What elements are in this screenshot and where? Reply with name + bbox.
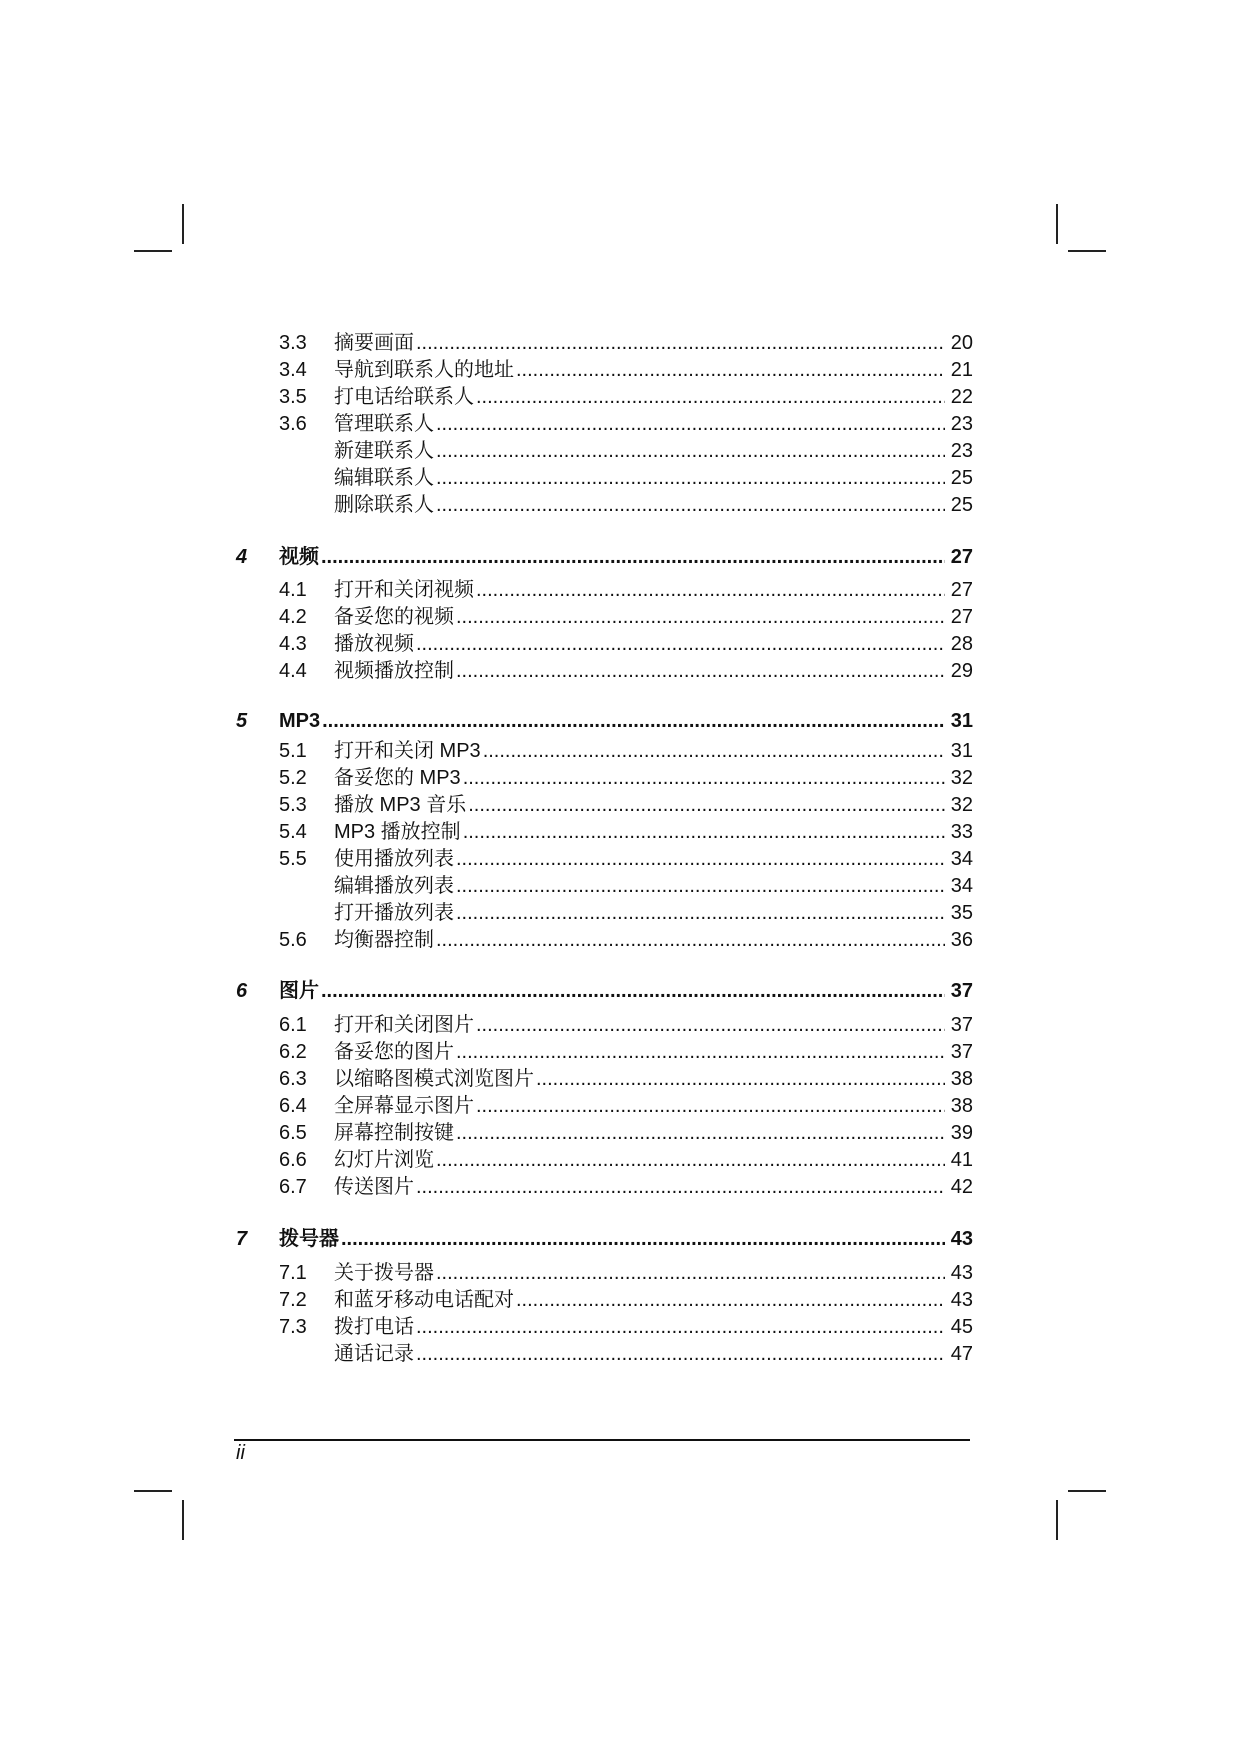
toc-page-number: 37 — [950, 1041, 973, 1063]
toc-title: 通话记录 — [334, 1343, 414, 1365]
toc-entry[interactable] — [0, 577, 1241, 604]
toc-page-number: 39 — [950, 1122, 973, 1144]
crop-mark — [134, 250, 172, 252]
dot-leader — [456, 604, 945, 631]
toc-number: 4.4 — [279, 660, 307, 682]
chapter-title: 拨号器 — [279, 1228, 339, 1250]
dot-leader — [476, 384, 945, 411]
toc-entry[interactable] — [0, 1174, 1241, 1201]
toc-title: 打开和关闭图片 — [334, 1014, 474, 1036]
dot-leader — [436, 492, 945, 519]
toc-entry[interactable] — [0, 357, 1241, 384]
toc-page-number: 41 — [950, 1149, 973, 1171]
toc-page-number: 23 — [950, 440, 973, 462]
toc-page-number: 47 — [950, 1343, 973, 1365]
toc-page-number: 22 — [950, 386, 973, 408]
toc-entry[interactable] — [0, 1093, 1241, 1120]
dot-leader — [456, 1120, 945, 1147]
toc-entry[interactable] — [0, 658, 1241, 685]
chapter-title: MP3 — [279, 710, 321, 732]
toc-page-number: 31 — [950, 740, 973, 762]
dot-leader — [322, 708, 945, 735]
toc-entry[interactable] — [0, 1341, 1241, 1368]
toc-page-number: 38 — [950, 1095, 973, 1117]
toc-page-number: 43 — [950, 1228, 973, 1250]
toc-chapter-entry[interactable] — [0, 544, 1241, 571]
chapter-title: 视频 — [279, 546, 319, 568]
toc-entry[interactable] — [0, 1260, 1241, 1287]
toc-entry[interactable] — [0, 873, 1241, 900]
chapter-number: 7 — [236, 1228, 248, 1250]
toc-number: 5.1 — [279, 740, 307, 762]
dot-leader — [476, 1093, 945, 1120]
toc-entry[interactable] — [0, 330, 1241, 357]
toc-title: 拨打电话 — [334, 1316, 414, 1338]
toc-page-number: 21 — [950, 359, 973, 381]
toc-number: 4.3 — [279, 633, 307, 655]
toc-page-number: 25 — [950, 494, 973, 516]
toc-number: 3.6 — [279, 413, 307, 435]
dot-leader — [436, 1147, 945, 1174]
toc-page-number: 29 — [950, 660, 973, 682]
chapter-number: 4 — [236, 546, 248, 568]
dot-leader — [416, 1341, 945, 1368]
toc-entry[interactable] — [0, 819, 1241, 846]
dot-leader — [456, 658, 945, 685]
toc-entry[interactable] — [0, 792, 1241, 819]
toc-number: 7.3 — [279, 1316, 307, 1338]
dot-leader — [476, 1012, 945, 1039]
toc-title: 备妥您的 MP3 — [334, 767, 461, 789]
toc-page-number: 35 — [950, 902, 973, 924]
toc-title: 管理联系人 — [334, 413, 434, 435]
toc-page-number: 37 — [950, 1014, 973, 1036]
toc-page-number: 25 — [950, 467, 973, 489]
toc-chapter-entry[interactable] — [0, 978, 1241, 1005]
toc-title: 播放 MP3 音乐 — [334, 794, 467, 816]
dot-leader — [516, 1287, 945, 1314]
toc-number: 5.6 — [279, 929, 307, 951]
toc-number: 6.5 — [279, 1122, 307, 1144]
dot-leader — [416, 631, 945, 658]
toc-page-number: 36 — [950, 929, 973, 951]
toc-number: 5.2 — [279, 767, 307, 789]
toc-page-number: 32 — [950, 794, 973, 816]
toc-title: 视频播放控制 — [334, 660, 454, 682]
dot-leader — [483, 738, 945, 765]
dot-leader — [463, 819, 945, 846]
toc-title: 打开和关闭 MP3 — [334, 740, 481, 762]
toc-title: MP3 播放控制 — [334, 821, 461, 843]
toc-title: 使用播放列表 — [334, 848, 454, 870]
toc-page-number: 27 — [950, 546, 973, 568]
dot-leader — [436, 1260, 945, 1287]
toc-page-number: 38 — [950, 1068, 973, 1090]
toc-page-number: 43 — [950, 1262, 973, 1284]
toc-title: 打电话给联系人 — [334, 386, 474, 408]
toc-entry[interactable] — [0, 1012, 1241, 1039]
dot-leader — [476, 577, 945, 604]
dot-leader — [416, 330, 945, 357]
toc-title: 幻灯片浏览 — [334, 1149, 434, 1171]
dot-leader — [456, 873, 945, 900]
toc-title: 编辑播放列表 — [334, 875, 454, 897]
toc-entry[interactable] — [0, 900, 1241, 927]
toc-number: 5.4 — [279, 821, 307, 843]
toc-number: 7.2 — [279, 1289, 307, 1311]
toc-title: 传送图片 — [334, 1176, 414, 1198]
crop-mark — [1056, 204, 1058, 244]
toc-number: 5.3 — [279, 794, 307, 816]
toc-entry[interactable] — [0, 465, 1241, 492]
dot-leader — [463, 765, 945, 792]
toc-number: 6.4 — [279, 1095, 307, 1117]
toc-title: 编辑联系人 — [334, 467, 434, 489]
toc-page-number: 45 — [950, 1316, 973, 1338]
chapter-title: 图片 — [279, 980, 319, 1002]
dot-leader — [341, 1226, 945, 1253]
dot-leader — [456, 900, 945, 927]
crop-mark — [1068, 1490, 1106, 1492]
toc-entry[interactable] — [0, 1120, 1241, 1147]
toc-entry[interactable] — [0, 1314, 1241, 1341]
dot-leader — [436, 927, 945, 954]
toc-page-number: 23 — [950, 413, 973, 435]
toc-title: 新建联系人 — [334, 440, 434, 462]
dot-leader — [436, 438, 945, 465]
toc-entry[interactable] — [0, 846, 1241, 873]
toc-entry[interactable] — [0, 411, 1241, 438]
toc-page-number: 28 — [950, 633, 973, 655]
toc-page-number: 37 — [950, 980, 973, 1002]
crop-mark — [134, 1490, 172, 1492]
toc-title: 导航到联系人的地址 — [334, 359, 514, 381]
dot-leader — [456, 1039, 945, 1066]
toc-entry[interactable] — [0, 927, 1241, 954]
toc-title: 以缩略图模式浏览图片 — [334, 1068, 534, 1090]
toc-entry[interactable] — [0, 1287, 1241, 1314]
toc-entry[interactable] — [0, 765, 1241, 792]
dot-leader — [436, 465, 945, 492]
chapter-number: 5 — [236, 710, 248, 732]
toc-page-number: 31 — [950, 710, 973, 732]
footer-rule — [234, 1439, 970, 1441]
footer-page-number: ii — [236, 1442, 245, 1464]
toc-page-number: 27 — [950, 579, 973, 601]
toc-number: 6.2 — [279, 1041, 307, 1063]
toc-number: 3.3 — [279, 332, 307, 354]
toc-title: 屏幕控制按键 — [334, 1122, 454, 1144]
toc-number: 5.5 — [279, 848, 307, 870]
toc-number: 3.4 — [279, 359, 307, 381]
toc-entry[interactable] — [0, 631, 1241, 658]
toc-page-number: 34 — [950, 875, 973, 897]
toc-title: 全屏幕显示图片 — [334, 1095, 474, 1117]
dot-leader — [321, 544, 945, 571]
dot-leader — [321, 978, 945, 1005]
toc-entry[interactable] — [0, 384, 1241, 411]
toc-title: 删除联系人 — [334, 494, 434, 516]
toc-title: 备妥您的视频 — [334, 606, 454, 628]
toc-entry[interactable] — [0, 738, 1241, 765]
toc-entry[interactable] — [0, 1147, 1241, 1174]
dot-leader — [416, 1174, 945, 1201]
toc-page-number: 32 — [950, 767, 973, 789]
toc-entry[interactable] — [0, 1039, 1241, 1066]
toc-title: 播放视频 — [334, 633, 414, 655]
toc-title: 关于拨号器 — [334, 1262, 434, 1284]
toc-page-number: 33 — [950, 821, 973, 843]
toc-number: 6.3 — [279, 1068, 307, 1090]
crop-mark — [1056, 1500, 1058, 1540]
toc-number: 6.7 — [279, 1176, 307, 1198]
crop-mark — [182, 1500, 184, 1540]
toc-page-number: 42 — [950, 1176, 973, 1198]
toc-entry[interactable] — [0, 438, 1241, 465]
dot-leader — [416, 1314, 945, 1341]
toc-title: 均衡器控制 — [334, 929, 434, 951]
toc-number: 7.1 — [279, 1262, 307, 1284]
chapter-number: 6 — [236, 980, 248, 1002]
toc-chapter-entry[interactable] — [0, 1226, 1241, 1253]
toc-entry[interactable] — [0, 492, 1241, 519]
toc-entry[interactable] — [0, 1066, 1241, 1093]
toc-number: 4.1 — [279, 579, 307, 601]
crop-mark — [182, 204, 184, 244]
toc-entry[interactable] — [0, 604, 1241, 631]
toc-title: 备妥您的图片 — [334, 1041, 454, 1063]
toc-number: 4.2 — [279, 606, 307, 628]
dot-leader — [436, 411, 945, 438]
toc-number: 6.1 — [279, 1014, 307, 1036]
toc-page-number: 20 — [950, 332, 973, 354]
dot-leader — [456, 846, 945, 873]
toc-page-number: 34 — [950, 848, 973, 870]
crop-mark — [1068, 250, 1106, 252]
toc-page-number: 43 — [950, 1289, 973, 1311]
toc-page-number: 27 — [950, 606, 973, 628]
toc-title: 和蓝牙移动电话配对 — [334, 1289, 514, 1311]
dot-leader — [516, 357, 945, 384]
toc-number: 3.5 — [279, 386, 307, 408]
toc-title: 打开和关闭视频 — [334, 579, 474, 601]
toc-title: 打开播放列表 — [334, 902, 454, 924]
toc-number: 6.6 — [279, 1149, 307, 1171]
toc-chapter-entry[interactable] — [0, 708, 1241, 735]
toc-title: 摘要画面 — [334, 332, 414, 354]
dot-leader — [536, 1066, 945, 1093]
dot-leader — [468, 792, 945, 819]
